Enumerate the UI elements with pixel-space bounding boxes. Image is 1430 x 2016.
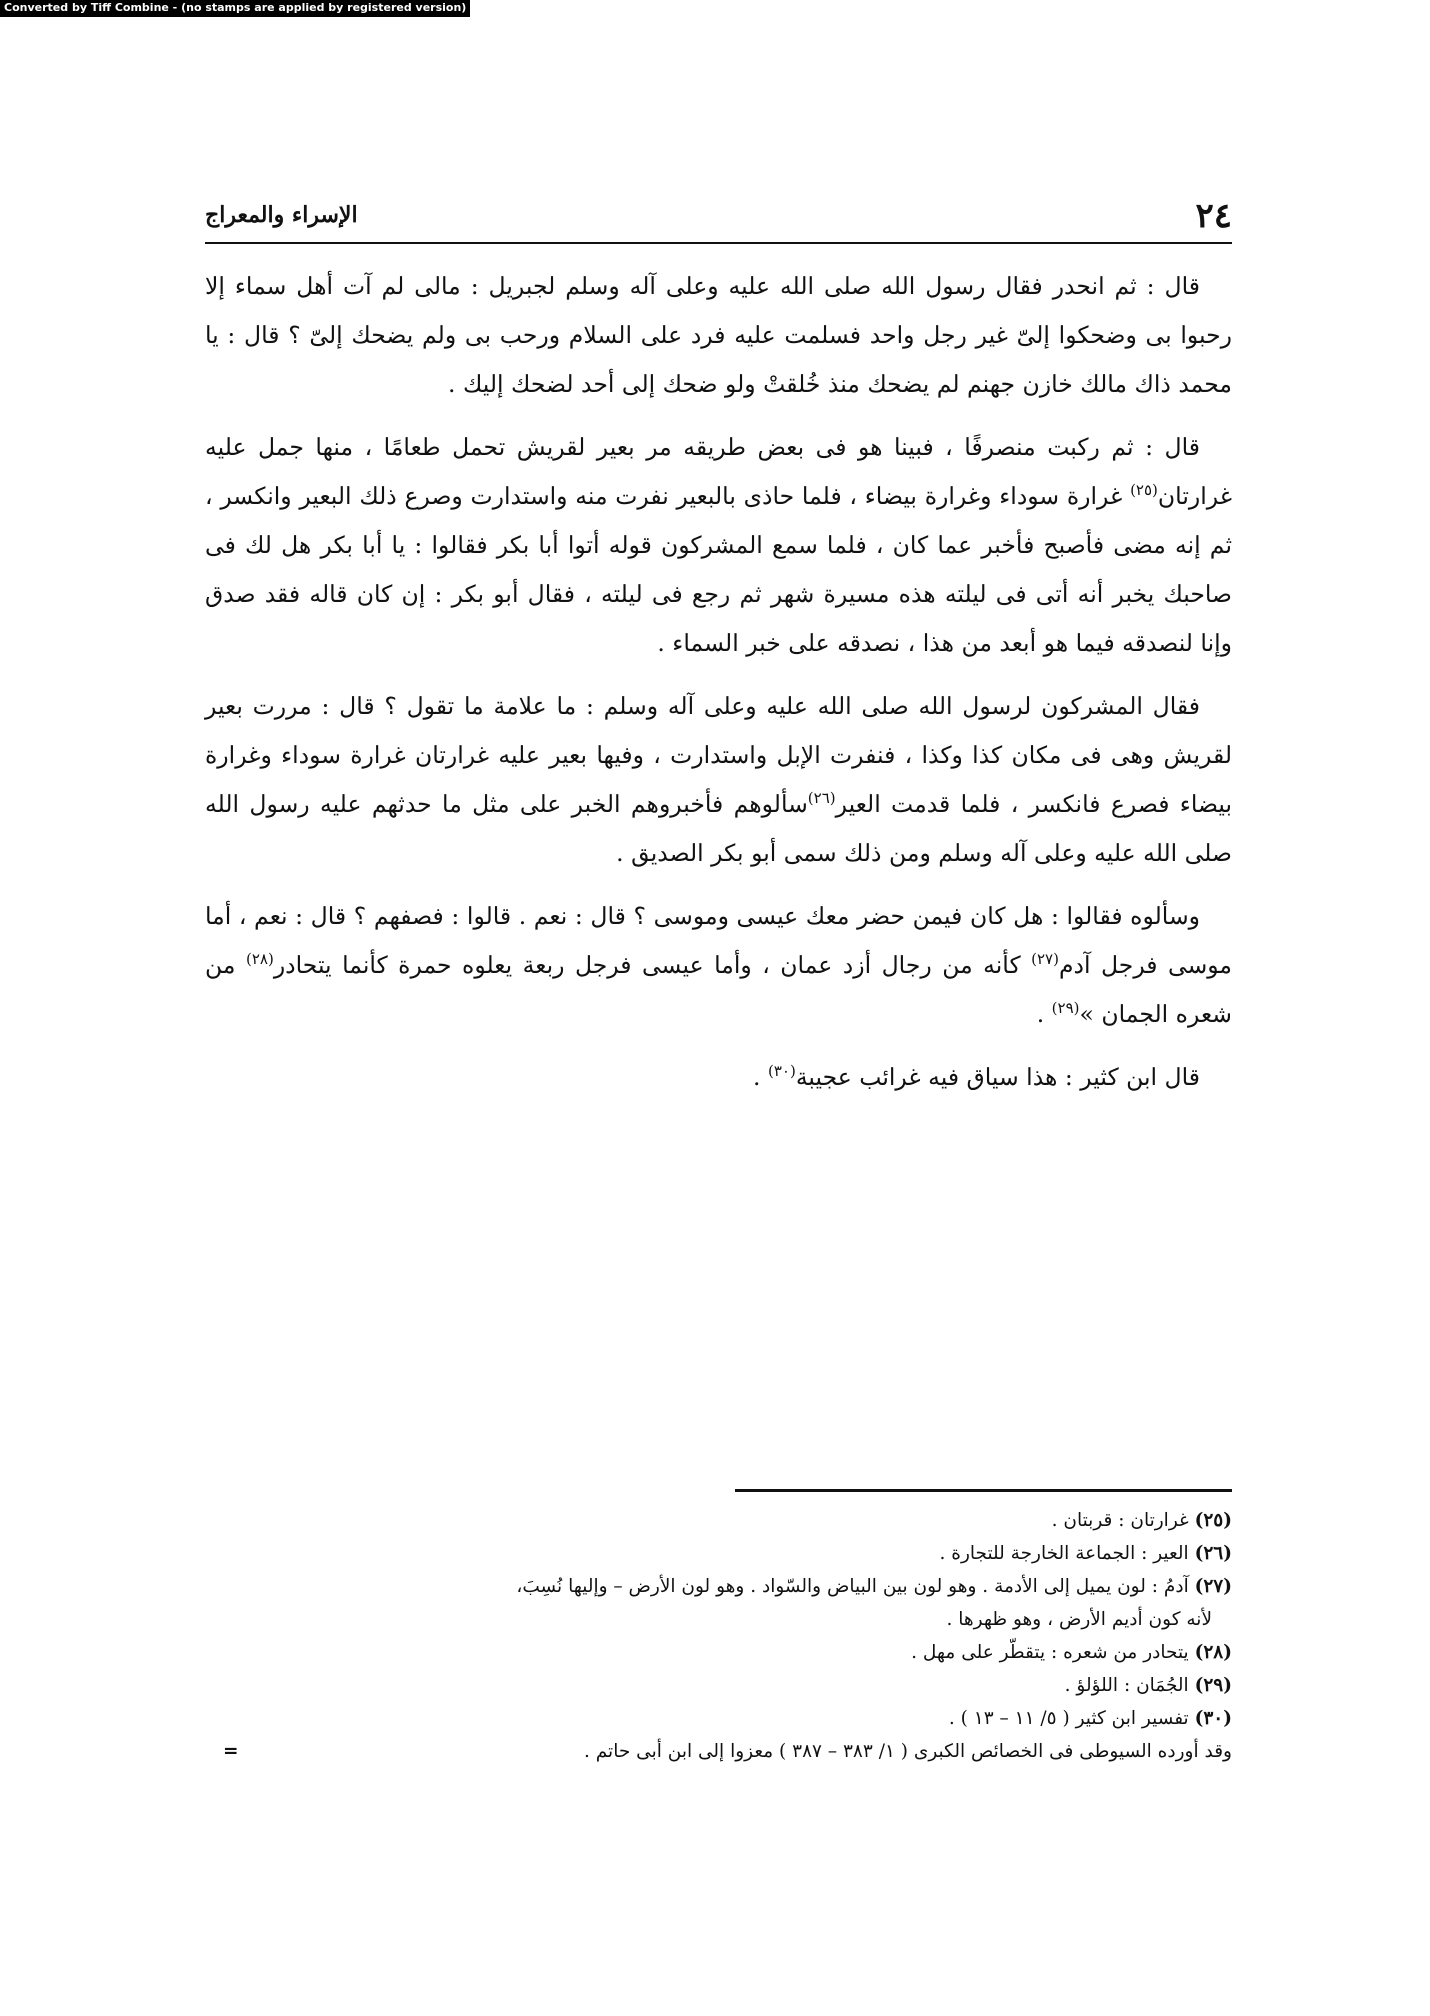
footnote-text: العير : الجماعة الخارجة للتجارة .	[939, 1543, 1189, 1564]
paragraph-text: .	[753, 1063, 768, 1091]
page-header	[205, 196, 1232, 236]
footnote-number: (٢٨)	[1194, 1642, 1232, 1663]
body-text	[205, 262, 1232, 1116]
header-rule	[205, 242, 1232, 244]
paragraph-3	[205, 682, 1232, 878]
footnote-ref-28[interactable]: (٢٨)	[245, 950, 274, 969]
footnote-25	[205, 1504, 1232, 1537]
footnote-30	[205, 1702, 1232, 1735]
paragraph-text: كأنه من رجال أزد عمان ، وأما عيسى فرجل ربعة يعلوه حمرة كأنما يتحادر	[273, 951, 1032, 979]
footnote-27-continuation	[205, 1603, 1232, 1636]
footnote-text: لأنه كون أديم الأرض ، وهو ظهرها .	[946, 1609, 1212, 1630]
footnote-number: (٢٩)	[1194, 1675, 1232, 1696]
paragraph-2	[205, 423, 1232, 668]
footnote-ref-30[interactable]: (٣٠)	[767, 1062, 796, 1081]
paragraph-text: قال : ثم انحدر فقال رسول الله صلى الله عليه وعلى آله وسلم لجبريل : مالى لم آت أهل سماء إلا رحبوا بى وضحكوا إلىّ غير رجل واحد فسلمت عليه فرد على السلام ورحب بى ولم يضحك إلىّ ؟ قال : يا محمد ذاك مالك خازن جهنم لم يضحك منذ خُلقتْ ولو ضحك إلى أحد لضحك إليك .	[205, 272, 1232, 398]
footnotes	[205, 1504, 1232, 1768]
footnote-ref-26[interactable]: (٢٦)	[807, 789, 836, 808]
footnote-source-line	[205, 1735, 1232, 1768]
footnote-27	[205, 1570, 1232, 1603]
continuation-mark: =	[223, 1741, 239, 1762]
footnote-number: (٢٥)	[1194, 1510, 1232, 1531]
footnote-ref-27[interactable]: (٢٧)	[1031, 950, 1059, 969]
paragraph-text: قال ابن كثير : هذا سياق فيه غرائب عجيبة	[795, 1063, 1200, 1091]
running-title: الإسراء والمعراج	[205, 202, 358, 228]
footnote-text: آدمُ : لون يميل إلى الأدمة . وهو لون بين البياض والسّواد . وهو لون الأرض – وإليها نُسِبَ،	[516, 1576, 1189, 1597]
converter-banner: Converted by Tiff Combine - (no stamps are applied by registered version)	[0, 0, 470, 17]
footnote-number: (٢٦)	[1194, 1543, 1232, 1564]
paragraph-text: قال : ثم ركبت منصرفًا ، فبينا هو فى بعض طريقه مر بعير لقريش تحمل طعامًا ، منها جمل عليه غرارتان	[205, 433, 1232, 510]
footnote-text: الجُمَان : اللؤلؤ .	[1064, 1675, 1189, 1696]
footnote-separator	[735, 1489, 1232, 1492]
paragraph-text: غرارة سوداء وغرارة بيضاء ، فلما حاذى بالبعير نفرت منه واستدارت وصرع ذلك البعير وانكسر ، ثم إنه مضى فأصبح فأخبر عما كان ، فلما سمع المشركون قوله أتوا أبا بكر فقالوا : يا أبا بكر هل لك فى صاحبك يخبر أنه أتى فى ليلته هذه مسيرة شهر ثم رجع فى ليلته ، فقال أبو بكر : إن كان قاله فقد صدق وإنا لنصدقه فيما هو أبعد من هذا ، نصدقه على خبر السماء .	[205, 482, 1232, 657]
paragraph-text: سألوهم فأخبروهم الخبر على مثل ما حدثهم عليه رسول الله صلى الله عليه وعلى آله وسلم ومن ذلك سمى أبو بكر الصديق .	[205, 790, 1232, 867]
footnote-text: غرارتان : قربتان .	[1051, 1510, 1189, 1531]
footnote-text: يتحادر من شعره : يتقطّر على مهل .	[911, 1642, 1189, 1663]
footnote-29	[205, 1669, 1232, 1702]
footnote-text: وقد أورده السيوطى فى الخصائص الكبرى ( ١/ ٣٨٣ – ٣٨٧ ) معزوا إلى ابن أبى حاتم .	[583, 1741, 1232, 1762]
paragraph-text: من شعره الجمان »	[205, 951, 1232, 1028]
footnote-number: (٣٠)	[1194, 1708, 1232, 1729]
footnote-text: تفسير ابن كثير ( ٥/ ١١ – ١٣ ) .	[948, 1708, 1189, 1729]
footnote-26	[205, 1537, 1232, 1570]
page-number: ٢٤	[1195, 196, 1232, 236]
paragraph-text: فقال المشركون لرسول الله صلى الله عليه وعلى آله وسلم : ما علامة ما تقول ؟ قال : مررت بعير لقريش وهى فى مكان كذا وكذا ، فنفرت الإبل واستدارت ، وفيها بعير عليه غرارتان غرارة سوداء وغرارة بيضاء فصرع فانكسر ، فلما قدمت العير	[205, 692, 1232, 818]
paragraph-text: .	[1036, 1000, 1052, 1028]
paragraph-1	[205, 262, 1232, 409]
footnote-ref-29[interactable]: (٢٩)	[1051, 999, 1080, 1018]
paragraph-text: وسألوه فقالوا : هل كان فيمن حضر معك عيسى وموسى ؟ قال : نعم . قالوا : فصفهم ؟ قال : نعم ، أما موسى فرجل آدم	[205, 902, 1233, 979]
footnote-ref-25[interactable]: (٢٥)	[1130, 481, 1158, 500]
footnote-28	[205, 1636, 1232, 1669]
paragraph-5	[205, 1053, 1232, 1102]
paragraph-4	[205, 892, 1232, 1039]
footnote-number: (٢٧)	[1194, 1576, 1232, 1597]
